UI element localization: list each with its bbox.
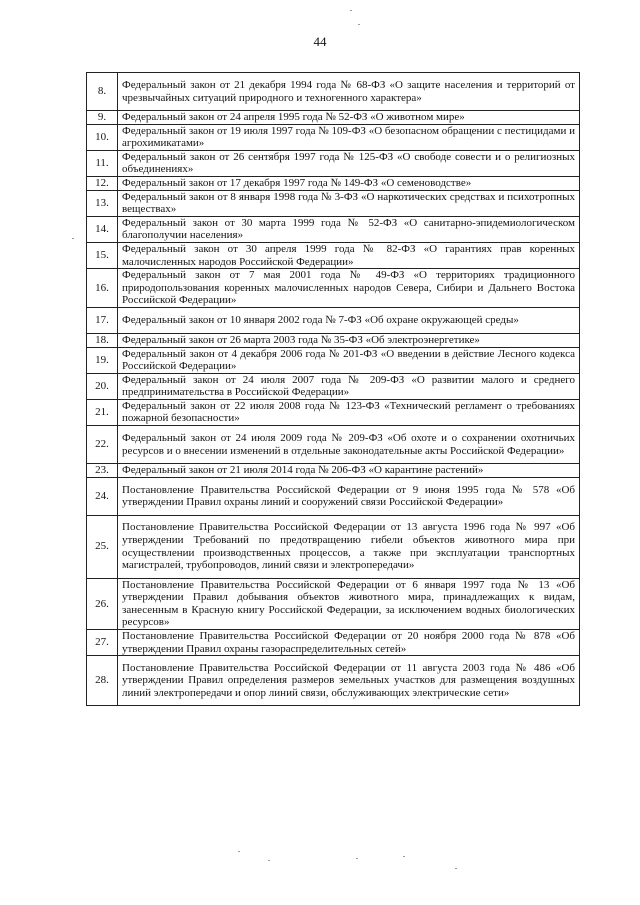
row-number: 22. — [87, 426, 118, 464]
table-row — [87, 515, 580, 578]
row-number: 28. — [87, 656, 118, 706]
row-text: Постановление Правительства Российской Федерации от 20 ноября 2000 года № 878 «Об утверждении Правил охраны газораспределительных сетей» — [118, 630, 580, 656]
table-row — [87, 426, 580, 464]
row-number: 14. — [87, 216, 118, 242]
row-text: Постановление Правительства Российской Федерации от 13 августа 1996 года № 997 «Об утверждении Требований по предотвращению гибели объектов животного мира при осуществлении производственных процессов, а также при эксплуатации транспортных магистралей, трубопроводов, линий связи и электропередачи» — [118, 515, 580, 578]
row-text: Постановление Правительства Российской Федерации от 11 августа 2003 года № 486 «Об утверждении Правил определения размеров земельных участков для размещения воздушных линий электропередачи и опор линий связи, обслуживающих электрические сети» — [118, 656, 580, 706]
row-number: 13. — [87, 190, 118, 216]
table-row — [87, 124, 580, 150]
row-text: Федеральный закон от 10 января 2002 года № 7-ФЗ «Об охране окружающей среды» — [118, 307, 580, 333]
scan-speck — [403, 856, 405, 857]
row-number: 26. — [87, 578, 118, 629]
row-text: Федеральный закон от 30 марта 1999 года № 52-ФЗ «О санитарно-эпидемиологическом благополучии населения» — [118, 216, 580, 242]
table-row — [87, 190, 580, 216]
table-row — [87, 111, 580, 125]
row-number: 12. — [87, 176, 118, 190]
table-body — [87, 73, 580, 706]
scan-speck — [350, 10, 352, 11]
row-text: Федеральный закон от 26 сентября 1997 года № 125-ФЗ «О свободе совести и о религиозных объединениях» — [118, 150, 580, 176]
row-text: Федеральный закон от 7 мая 2001 года № 49-ФЗ «О территориях традиционного природопользования коренных малочисленных народов Севера, Сибири и Дальнего Востока Российской Федерации» — [118, 269, 580, 308]
row-text: Федеральный закон от 21 июля 2014 года № 206-ФЗ «О карантине растений» — [118, 464, 580, 478]
scan-speck — [455, 868, 457, 869]
table-row — [87, 656, 580, 706]
row-number: 19. — [87, 347, 118, 373]
row-number: 18. — [87, 333, 118, 347]
table-row — [87, 464, 580, 478]
scan-speck — [72, 238, 74, 239]
legal-acts-table — [86, 72, 580, 706]
row-text: Федеральный закон от 26 марта 2003 года № 35-ФЗ «Об электроэнергетике» — [118, 333, 580, 347]
table-row — [87, 307, 580, 333]
row-number: 10. — [87, 124, 118, 150]
table-row — [87, 150, 580, 176]
table-row — [87, 347, 580, 373]
row-number: 17. — [87, 307, 118, 333]
table-row — [87, 578, 580, 629]
row-text: Постановление Правительства Российской Федерации от 6 января 1997 года № 13 «Об утверждении Правил добывания объектов животного мира, принадлежащих к видам, занесенным в Красную книгу Российской Федерации, за исключением водных биологических ресурсов» — [118, 578, 580, 629]
table-row — [87, 333, 580, 347]
table-row — [87, 216, 580, 242]
row-text: Федеральный закон от 21 декабря 1994 года № 68-ФЗ «О защите населения и территорий от чрезвычайных ситуаций природного и техногенного характера» — [118, 73, 580, 111]
row-text: Федеральный закон от 4 декабря 2006 года № 201-ФЗ «О введении в действие Лесного кодекса Российской Федерации» — [118, 347, 580, 373]
table-row — [87, 477, 580, 515]
scan-speck — [358, 24, 360, 25]
row-number: 20. — [87, 373, 118, 399]
row-text: Федеральный закон от 22 июля 2008 года № 123-ФЗ «Технический регламент о требованиях пожарной безопасности» — [118, 399, 580, 425]
table-row — [87, 373, 580, 399]
row-number: 23. — [87, 464, 118, 478]
table-row — [87, 242, 580, 268]
row-text: Федеральный закон от 30 апреля 1999 года № 82-ФЗ «О гарантиях прав коренных малочисленных народов Российской Федерации» — [118, 242, 580, 268]
scan-speck — [238, 851, 240, 852]
table-row — [87, 399, 580, 425]
row-number: 16. — [87, 269, 118, 308]
page-number: 44 — [313, 34, 327, 49]
row-number: 9. — [87, 111, 118, 125]
table-row — [87, 176, 580, 190]
row-number: 24. — [87, 477, 118, 515]
row-number: 8. — [87, 73, 118, 111]
scan-speck — [356, 858, 358, 859]
row-number: 11. — [87, 150, 118, 176]
row-text: Федеральный закон от 24 апреля 1995 года № 52-ФЗ «О животном мире» — [118, 111, 580, 125]
row-number: 21. — [87, 399, 118, 425]
row-text: Федеральный закон от 24 июля 2007 года № 209-ФЗ «О развитии малого и среднего предпринимательства в Российской Федерации» — [118, 373, 580, 399]
row-text: Федеральный закон от 24 июля 2009 года № 209-ФЗ «Об охоте и о сохранении охотничьих ресурсов и о внесении изменений в отдельные законодательные акты Российской Федерации» — [118, 426, 580, 464]
scan-speck — [268, 860, 270, 861]
row-text: Федеральный закон от 19 июля 1997 года № 109-ФЗ «О безопасном обращении с пестицидами и агрохимикатами» — [118, 124, 580, 150]
table-row — [87, 269, 580, 308]
table-row — [87, 73, 580, 111]
table-row — [87, 630, 580, 656]
row-text: Федеральный закон от 17 декабря 1997 года № 149-ФЗ «О семеноводстве» — [118, 176, 580, 190]
row-number: 25. — [87, 515, 118, 578]
row-number: 27. — [87, 630, 118, 656]
row-text: Федеральный закон от 8 января 1998 года № 3-ФЗ «О наркотических средствах и психотропных веществах» — [118, 190, 580, 216]
row-text: Постановление Правительства Российской Федерации от 9 июня 1995 года № 578 «Об утверждении Правил охраны линий и сооружений связи Российской Федерации» — [118, 477, 580, 515]
row-number: 15. — [87, 242, 118, 268]
